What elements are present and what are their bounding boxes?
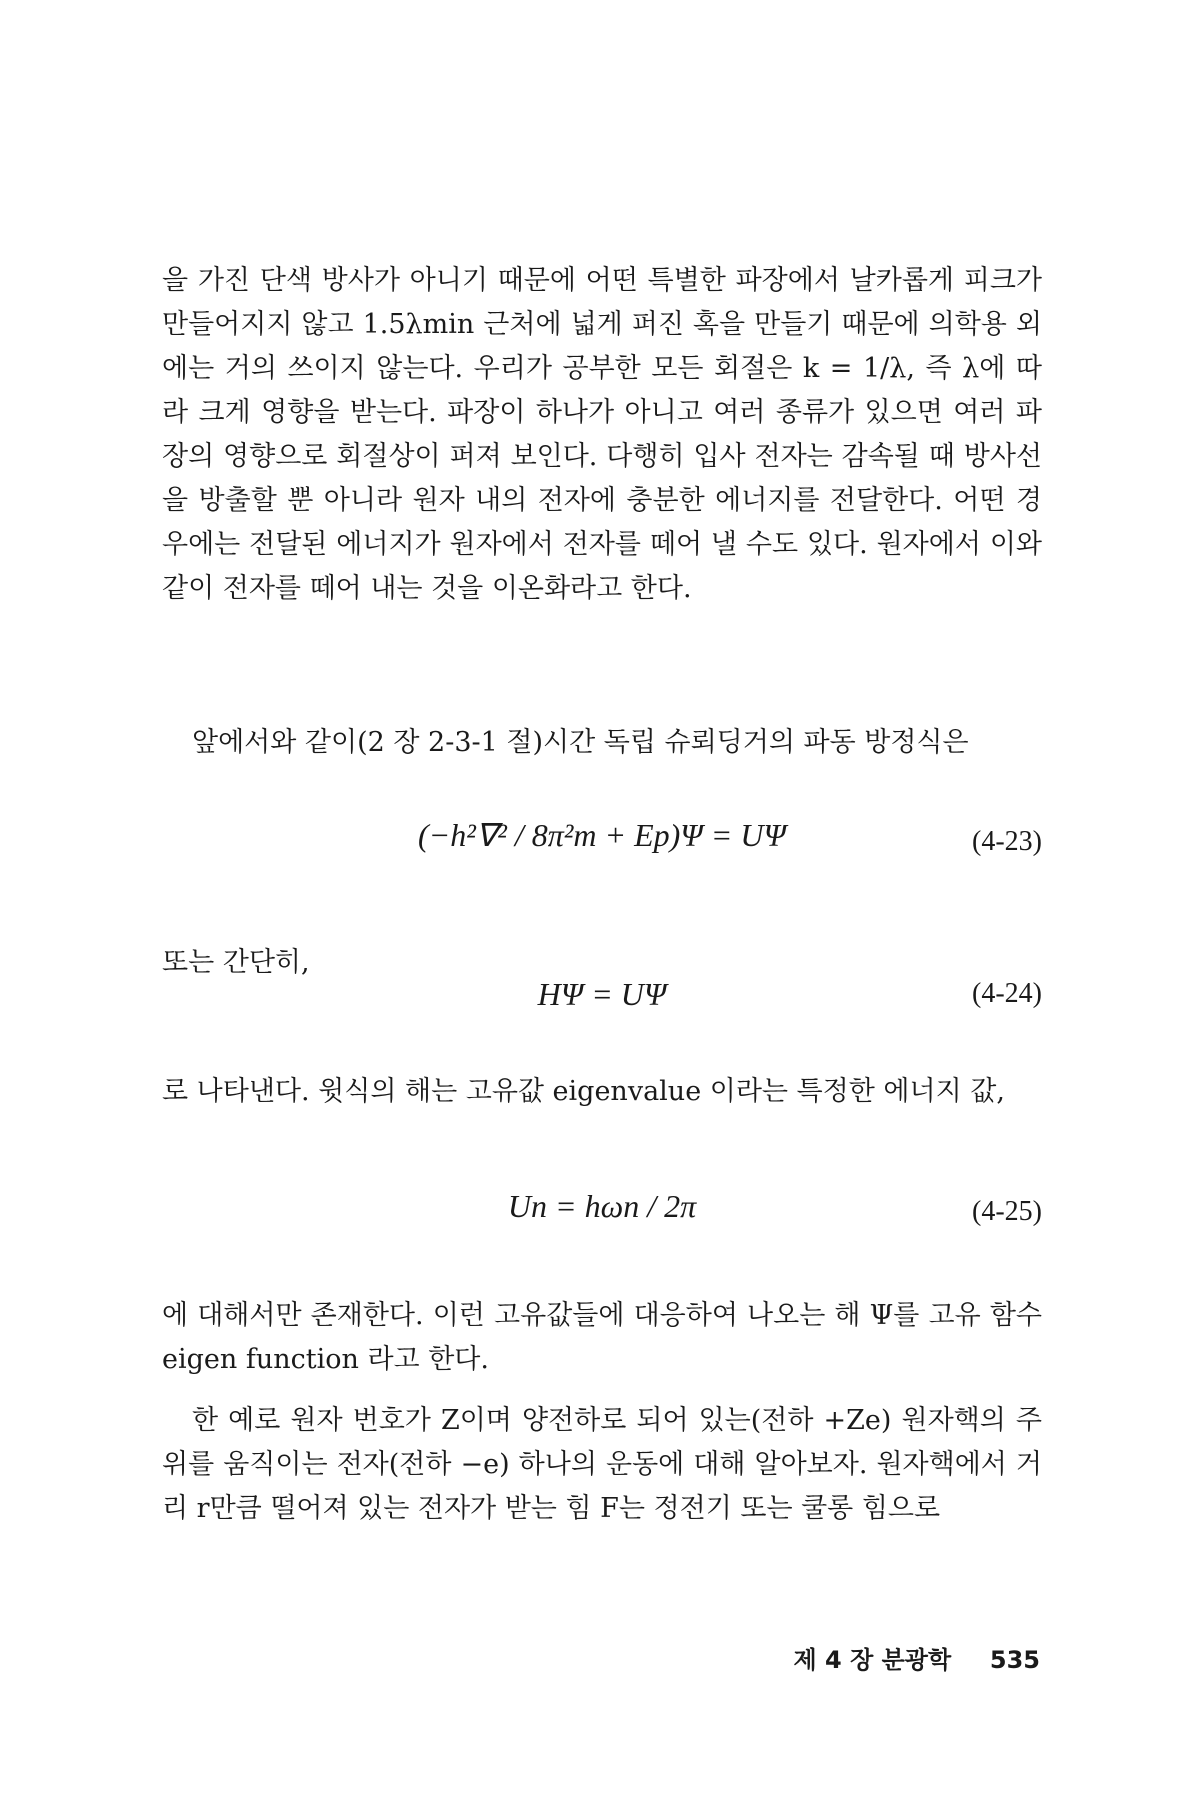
equation-number: (4-25) xyxy=(972,1196,1042,1227)
equation-formula: Un = hωn / 2π xyxy=(507,1188,697,1224)
equation-4-25 xyxy=(162,1180,1042,1260)
paragraph-schrodinger-intro: 앞에서와 같이(2 장 2-3-1 절)시간 독립 슈뢰딩거의 파동 방정식은 xyxy=(192,727,969,758)
equation-4-23 xyxy=(162,800,1042,880)
paragraph-eigenfunction: 에 대해서만 존재한다. 이런 고유값들에 대응하여 나오는 해 Ψ를 고유 함수 eigen function 라고 한다. xyxy=(162,1300,1042,1375)
equation-4-24 xyxy=(162,968,1042,1048)
chapter-title: 제 4 장 분광학 xyxy=(793,1646,952,1674)
page-number: 535 xyxy=(989,1646,1040,1674)
equation-number: (4-24) xyxy=(972,978,1042,1009)
page-footer xyxy=(793,1640,1040,1675)
equation-formula: HΨ = UΨ xyxy=(537,976,667,1012)
paragraph-coulomb-force: 한 예로 원자 번호가 Z이며 양전하로 되어 있는(전하 +Ze) 원자핵의 주위를 움직이는 전자(전하 −e) 하나의 운동에 대해 알아보자. 원자핵에서 거리 r만큼 떨어져 있는 전자가 받는 힘 F는 정전기 또는 쿨롱 힘으로 xyxy=(162,1405,1042,1524)
equation-number: (4-23) xyxy=(972,826,1042,857)
paragraph-or-simply: 또는 간단히, xyxy=(162,947,310,978)
paragraph-diffraction: 을 가진 단색 방사가 아니기 때문에 어떤 특별한 파장에서 날카롭게 피크가 만들어지지 않고 1.5λmin 근처에 넓게 퍼진 혹을 만들기 때문에 의학용 외에는 거의 쓰이지 않는다. 우리가 공부한 모든 회절은 k = 1/λ, 즉 λ에 따라 크게 영향을 받는다. 파장이 하나가 아니고 여러 종류가 있으면 여러 파장의 영향으로 회절상이 퍼져 보인다. 다행히 입사 전자는 감속될 때 방사선을 방출할 뿐 아니라 원자 내의 전자에 충분한 에너지를 전달한다. 어떤 경우에는 전달된 에너지가 원자에서 전자를 떼어 낼 수도 있다. 원자에서 이와 같이 전자를 떼어 내는 것을 이온화라고 한다. xyxy=(162,265,1042,604)
equation-formula: (−h²∇² / 8π²m + Ep)Ψ = UΨ xyxy=(418,817,786,853)
paragraph-eigenvalue: 로 나타낸다. 윗식의 해는 고유값 eigenvalue 이라는 특정한 에너지 값, xyxy=(162,1076,1005,1107)
